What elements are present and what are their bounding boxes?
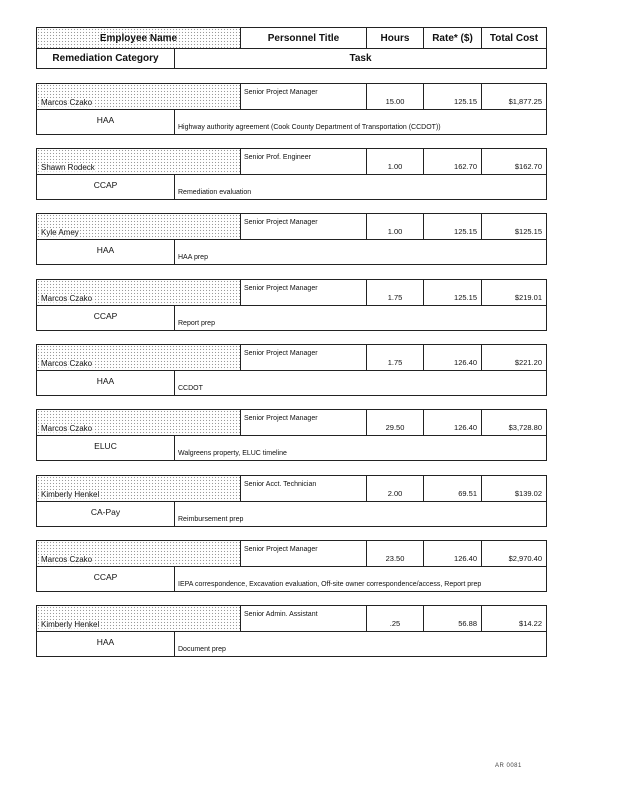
personnel-title-cell: [241, 214, 367, 239]
personnel-title: Senior Project Manager: [244, 546, 318, 553]
hours-value: 1.75: [387, 358, 403, 367]
rate-cell: [424, 84, 482, 109]
hours-cell: [367, 280, 424, 305]
total-cost-value: $162.70: [514, 162, 542, 171]
task-description: HAA prep: [178, 254, 208, 261]
header-total-cost: [482, 28, 546, 48]
personnel-title: Senior Project Manager: [244, 350, 318, 357]
task-description: Document prep: [178, 646, 226, 653]
cost-cell: [482, 476, 546, 501]
remediation-category: CCAP: [93, 572, 118, 582]
header-rate: [424, 28, 482, 48]
remediation-category: HAA: [96, 115, 115, 125]
category-cell: [37, 240, 175, 264]
cost-cell: [482, 84, 546, 109]
employee-name-cell: [37, 280, 241, 305]
task-cell: [175, 240, 546, 264]
header-hours: [367, 28, 424, 48]
entry-table: [36, 83, 547, 135]
cost-cell: [482, 410, 546, 435]
remediation-category: HAA: [96, 245, 115, 255]
employee-name: Marcos Czako: [41, 555, 93, 564]
rate-value: 56.88: [458, 619, 477, 628]
rate-value: 125.15: [454, 227, 477, 236]
total-cost-value: $219.01: [514, 293, 542, 302]
personnel-title-cell: [241, 476, 367, 501]
footer-text: AR 0081: [495, 763, 522, 769]
task-description: Reimbursement prep: [178, 516, 244, 523]
employee-name-cell: [37, 84, 241, 109]
cost-cell: [482, 280, 546, 305]
entry-table: [36, 605, 547, 657]
remediation-category: ELUC: [94, 441, 117, 451]
entry-table: [36, 279, 547, 331]
rate-value: 125.15: [454, 97, 477, 106]
personnel-title-cell: [241, 149, 367, 174]
entry-table: [36, 148, 547, 200]
task-cell: [175, 306, 546, 330]
cost-cell: [482, 606, 546, 631]
header-remediation-category: [37, 49, 175, 68]
rate-cell: [424, 606, 482, 631]
header-rate-text: Rate* ($): [432, 32, 473, 44]
total-cost-value: $125.15: [514, 227, 542, 236]
task-description: Walgreens property, ELUC timeline: [178, 450, 287, 457]
task-cell: [175, 436, 546, 460]
hours-value: .25: [389, 619, 401, 628]
category-cell: [37, 502, 175, 526]
entry-table: [36, 213, 547, 265]
remediation-category: HAA: [96, 376, 115, 386]
remediation-category: CCAP: [93, 311, 118, 321]
rate-value: 162.70: [454, 162, 477, 171]
header-hours-text: Hours: [380, 32, 410, 44]
personnel-title: Senior Project Manager: [244, 89, 318, 96]
hours-value: 15.00: [385, 97, 405, 106]
task-description: Remediation evaluation: [178, 189, 252, 196]
rate-value: 69.51: [458, 489, 477, 498]
hours-cell: [367, 476, 424, 501]
rate-cell: [424, 214, 482, 239]
rate-cell: [424, 410, 482, 435]
employee-name: Marcos Czako: [41, 98, 93, 107]
personnel-title: Senior Project Manager: [244, 219, 318, 226]
entry-table: [36, 409, 547, 461]
employee-name: Kimberly Henkel: [41, 620, 100, 629]
cost-cell: [482, 541, 546, 566]
hours-cell: [367, 541, 424, 566]
rate-cell: [424, 345, 482, 370]
personnel-title: Senior Acct. Technician: [244, 481, 317, 488]
employee-name-cell: [37, 214, 241, 239]
personnel-title: Senior Project Manager: [244, 415, 318, 422]
task-cell: [175, 175, 546, 199]
header-total-cost-text: Total Cost: [489, 32, 539, 44]
cost-cell: [482, 345, 546, 370]
entry-table: [36, 540, 547, 592]
rate-value: 126.40: [454, 423, 477, 432]
category-cell: [37, 371, 175, 395]
category-cell: [37, 436, 175, 460]
header-personnel-title: [241, 28, 367, 48]
entry-table: [36, 344, 547, 396]
category-cell: [37, 567, 175, 591]
task-cell: [175, 371, 546, 395]
category-cell: [37, 306, 175, 330]
header-task-text: Task: [349, 53, 372, 64]
personnel-title-cell: [241, 84, 367, 109]
category-cell: [37, 632, 175, 656]
employee-name: Marcos Czako: [41, 294, 93, 303]
header-remediation-category-text: Remediation Category: [52, 53, 159, 64]
rate-value: 126.40: [454, 554, 477, 563]
employee-name: Shawn Rodeck: [41, 163, 95, 172]
hours-cell: [367, 84, 424, 109]
personnel-title-cell: [241, 606, 367, 631]
rate-value: 126.40: [454, 358, 477, 367]
personnel-title-cell: [241, 345, 367, 370]
employee-name-cell: [37, 410, 241, 435]
header-task: [175, 49, 546, 68]
remediation-category: CA-Pay: [90, 507, 121, 517]
personnel-title-cell: [241, 280, 367, 305]
total-cost-value: $14.22: [519, 619, 542, 628]
rate-cell: [424, 149, 482, 174]
hours-cell: [367, 606, 424, 631]
entry-table: [36, 475, 547, 527]
rate-cell: [424, 541, 482, 566]
total-cost-value: $139.02: [514, 489, 542, 498]
task-cell: [175, 567, 546, 591]
cost-cell: [482, 149, 546, 174]
rate-cell: [424, 476, 482, 501]
personnel-title-cell: [241, 541, 367, 566]
rate-value: 125.15: [454, 293, 477, 302]
hours-value: 1.00: [387, 162, 403, 171]
header-employee-name: [37, 28, 241, 48]
header-personnel-title-text: Personnel Title: [267, 32, 340, 44]
employee-name: Marcos Czako: [41, 359, 93, 368]
hours-cell: [367, 345, 424, 370]
task-cell: [175, 110, 546, 134]
employee-name-cell: [37, 541, 241, 566]
task-description: IEPA correspondence, Excavation evaluation, Off-site owner correspondence/access, Report prep: [178, 581, 482, 588]
hours-value: 1.00: [387, 227, 403, 236]
personnel-title: Senior Admin. Assistant: [244, 611, 318, 618]
employee-name-cell: [37, 149, 241, 174]
hours-cell: [367, 410, 424, 435]
task-cell: [175, 502, 546, 526]
personnel-title-cell: [241, 410, 367, 435]
total-cost-value: $3,728.80: [508, 423, 542, 432]
cost-cell: [482, 214, 546, 239]
category-cell: [37, 110, 175, 134]
header-employee-name-text: Employee Name: [99, 32, 178, 44]
task-cell: [175, 632, 546, 656]
employee-name: Kimberly Henkel: [41, 490, 100, 499]
personnel-title: Senior Prof. Engineer: [244, 154, 311, 161]
rate-cell: [424, 280, 482, 305]
personnel-title: Senior Project Manager: [244, 285, 318, 292]
hours-cell: [367, 214, 424, 239]
employee-name-cell: [37, 345, 241, 370]
table-header: [36, 27, 547, 69]
hours-value: 2.00: [387, 489, 403, 498]
remediation-category: HAA: [96, 637, 115, 647]
employee-name: Kyle Amey: [41, 228, 79, 237]
total-cost-value: $221.20: [514, 358, 542, 367]
employee-name-cell: [37, 476, 241, 501]
hours-cell: [367, 149, 424, 174]
task-description: CCDOT: [178, 385, 203, 392]
remediation-category: CCAP: [93, 180, 118, 190]
hours-value: 29.50: [385, 423, 405, 432]
hours-value: 1.75: [387, 293, 403, 302]
hours-value: 23.50: [385, 554, 405, 563]
task-description: Highway authority agreement (Cook County Department of Transportation (CCDOT)): [178, 124, 441, 131]
task-description: Report prep: [178, 320, 215, 327]
employee-name: Marcos Czako: [41, 424, 93, 433]
category-cell: [37, 175, 175, 199]
total-cost-value: $1,877.25: [508, 97, 542, 106]
total-cost-value: $2,970.40: [508, 554, 542, 563]
employee-name-cell: [37, 606, 241, 631]
